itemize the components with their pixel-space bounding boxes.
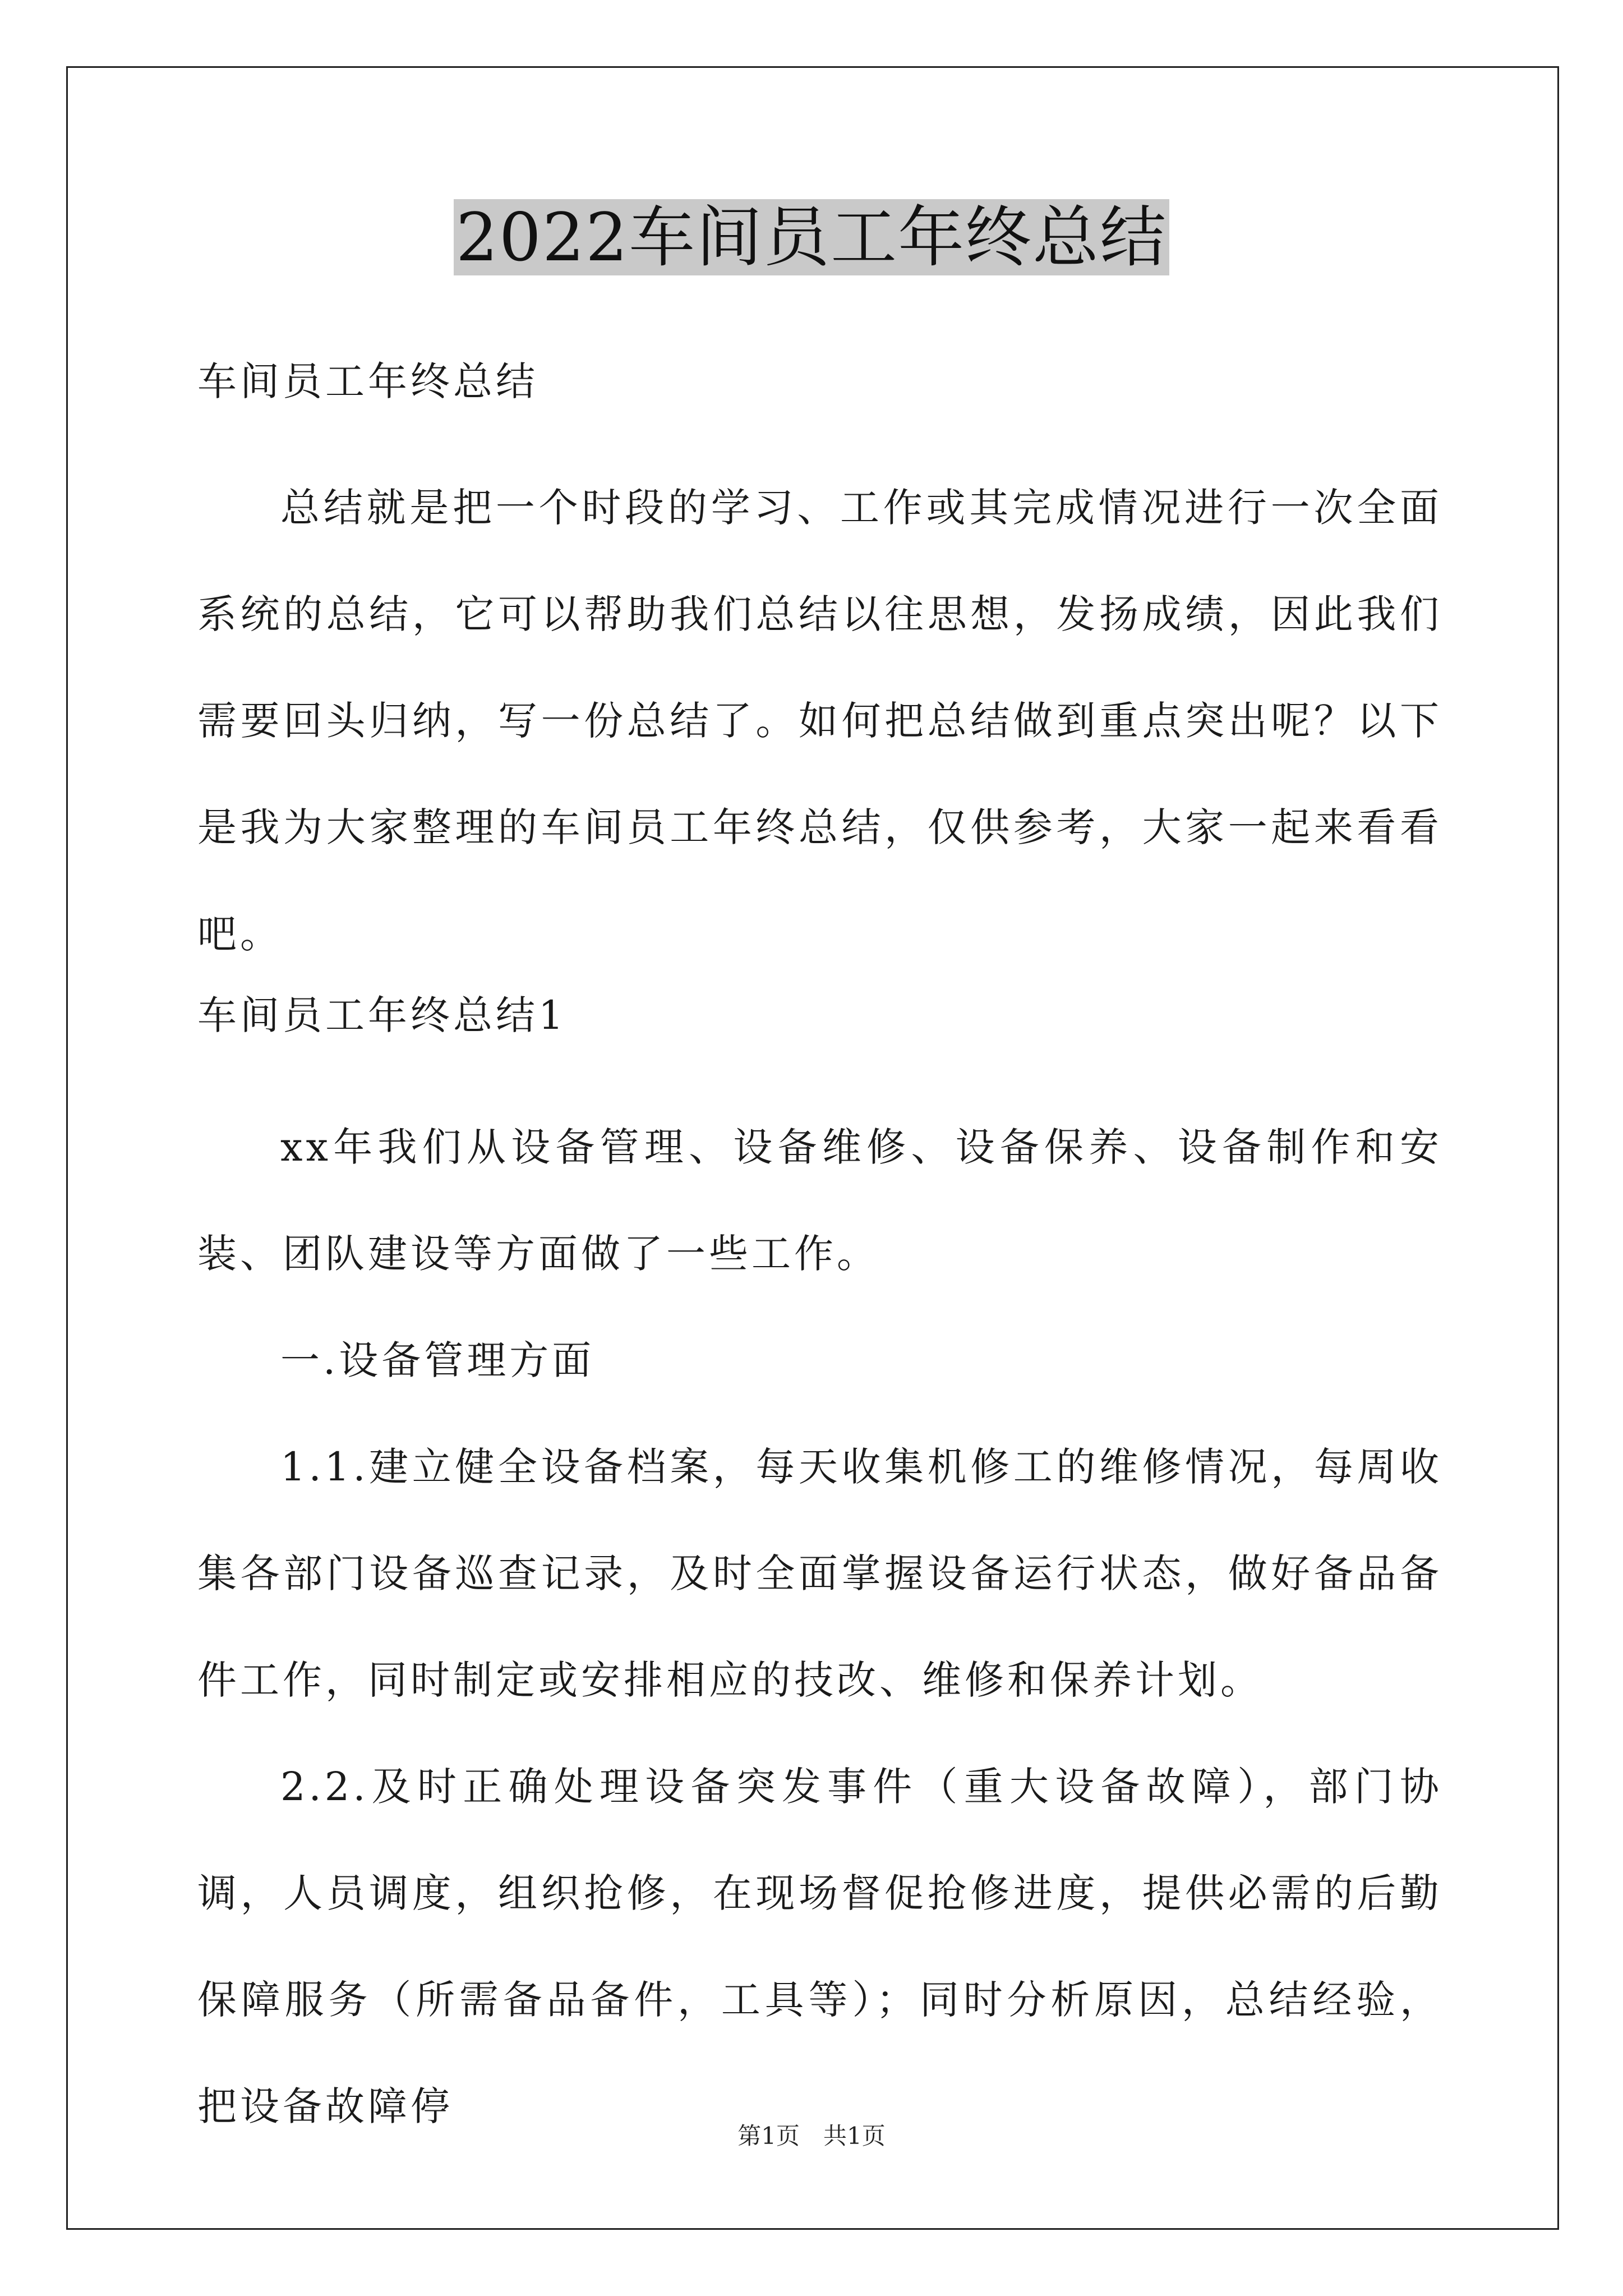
intro-paragraph: 总结就是把一个时段的学习、工作或其完成情况进行一次全面系统的总结，它可以帮助我们总结以往思想，发扬成绩，因此我们需要回头归纳，写一份总结了。如何把总结做到重点突出呢？以下是我为大家整理的车间员工年终总结，仅供参考，大家一起来看看吧。 (197, 485, 1442, 957)
paragraph-subheading-equipment-management: 一.设备管理方面 (280, 1337, 595, 1383)
document-title: 2022车间员工年终总结 (454, 199, 1169, 275)
section-heading: 车间员工年终总结1 (197, 992, 567, 1038)
intro-paragraph-block (197, 454, 1442, 987)
paragraph-item-1-1: 1.1.建立健全设备档案，每天收集机修工的维修情况，每周收集各部门设备巡查记录，及时全面掌握设备运行状态，做好备品备件工作，同时制定或安排相应的技改、维修和保养计划。 (197, 1444, 1442, 1703)
paragraph-item-2-2: 2.2.及时正确处理设备突发事件（重大设备故障），部门协调，人员调度，组织抢修，在现场督促抢修进度，提供必需的后勤保障服务（所需备品备件，工具等）；同时分析原因，总结经验，把设备故障停 (197, 1764, 1442, 2129)
section-body (197, 1094, 1442, 2160)
title-container (0, 199, 1623, 275)
paragraph-overview: xx年我们从设备管理、设备维修、设备保养、设备制作和安装、团队建设等方面做了一些工作。 (197, 1124, 1442, 1277)
page-footer: 第1页 共1页 (737, 2122, 886, 2150)
intro-heading: 车间员工年终总结 (197, 358, 538, 404)
